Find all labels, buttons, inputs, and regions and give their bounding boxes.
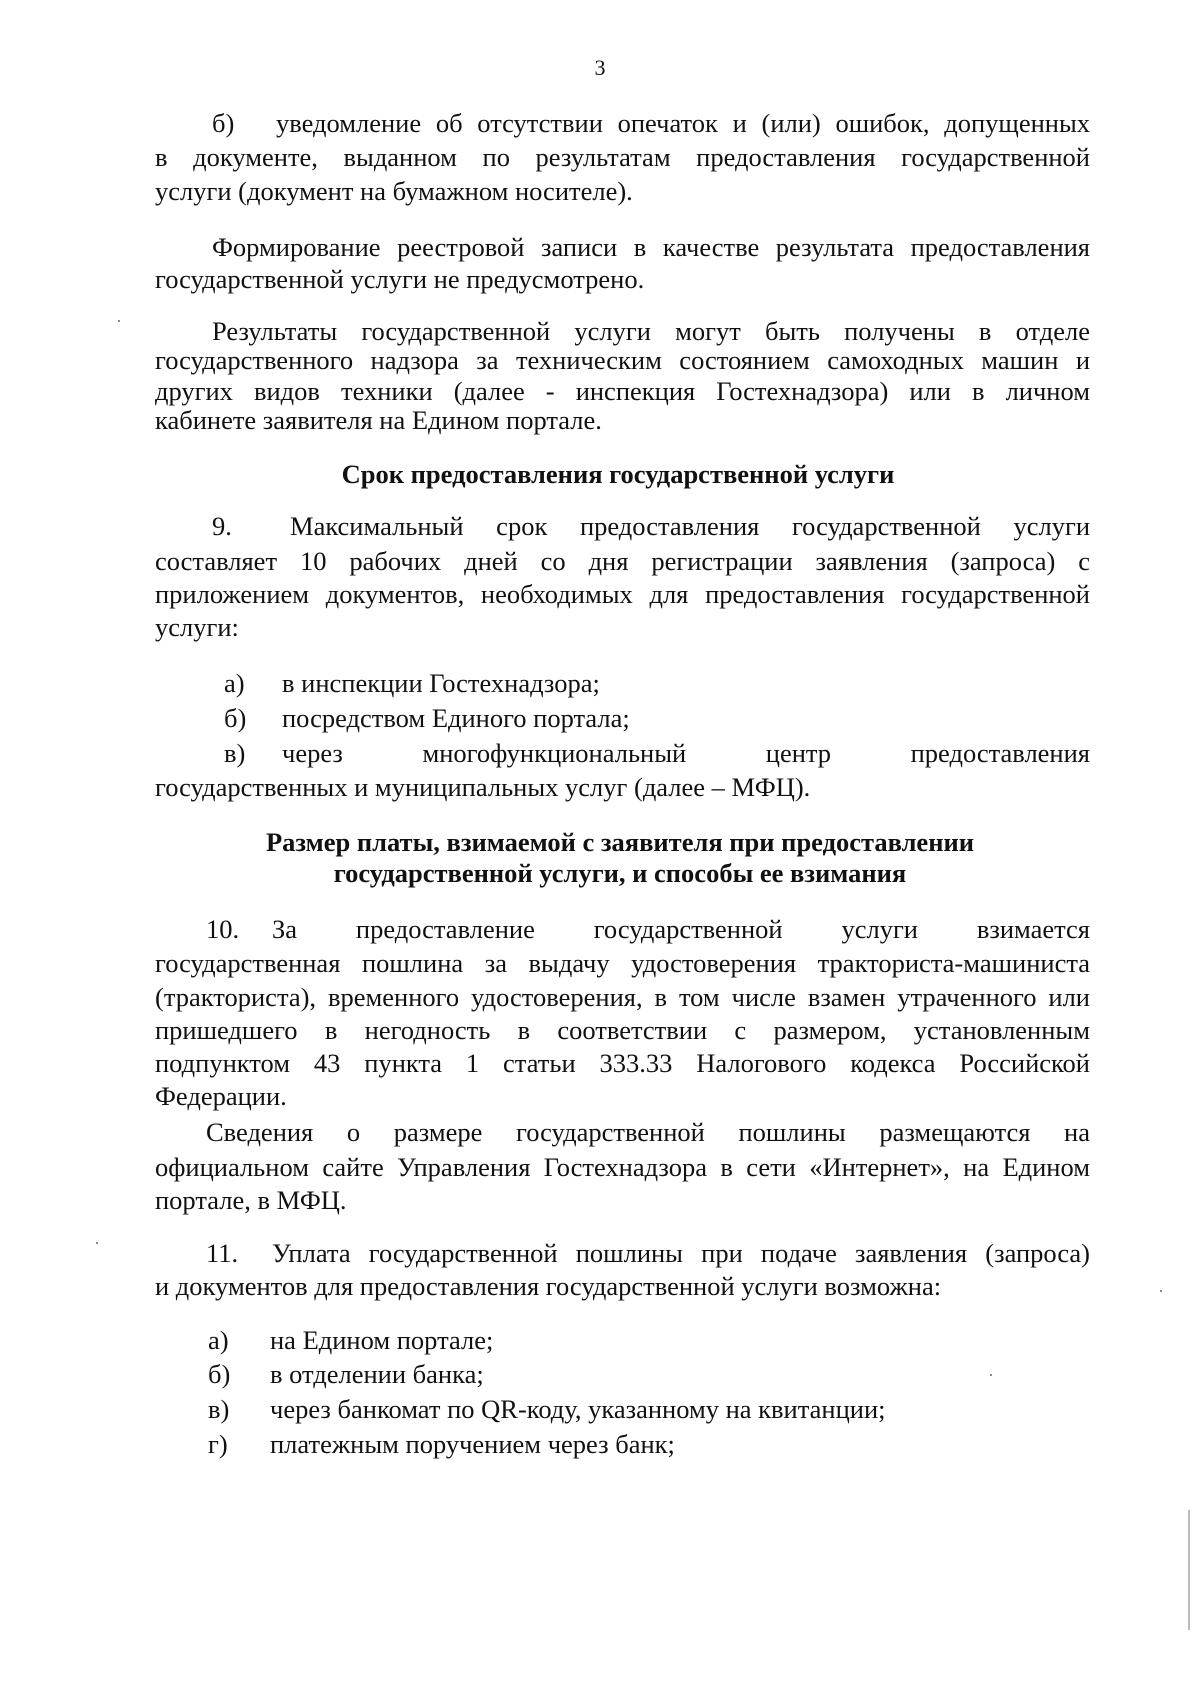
paragraph-line: Формирование реестровой записи в качестве результата предоставления — [212, 232, 1090, 262]
paragraph-line: официальном сайте Управления Гостехнадзора в сети «Интернет», на Едином — [155, 1152, 1090, 1182]
section-heading-term: Срок предоставления государственной услуги — [341, 459, 895, 489]
list-item-text: в отделении банка; — [270, 1359, 484, 1389]
paragraph-line: уведомление об отсутствии опечаток и (или) ошибок, допущенных — [276, 108, 1090, 138]
list-item-text: на Едином портале; — [270, 1325, 494, 1355]
paragraph-line: государственная пошлина за выдачу удостоверения тракториста-машиниста — [155, 948, 1090, 978]
list-marker: б) — [212, 108, 235, 138]
paragraph-line: государственного надзора за техническим состоянием самоходных машин и — [155, 345, 1090, 375]
paragraph-line: Федерации. — [155, 1081, 287, 1111]
paragraph-line: За предоставление государственной услуги взимается — [272, 914, 1090, 944]
item-number: 10. — [206, 914, 240, 944]
paragraph-line: подпунктом 43 пункта 1 статьи 333.33 Налогового кодекса Российской — [155, 1048, 1090, 1078]
list-marker: г) — [208, 1429, 228, 1459]
item-number: 9. — [212, 511, 232, 541]
list-item-text: в инспекции Гостехнадзора; — [282, 668, 600, 698]
list-item-text: через банкомат по QR-коду, указанному на квитанции; — [270, 1394, 886, 1424]
list-marker: а) — [224, 668, 245, 698]
paragraph-line: услуги (документ на бумажном носителе). — [155, 176, 633, 206]
list-item-text: государственных и муниципальных услуг (далее – МФЦ). — [155, 772, 811, 802]
list-item-text: через многофункциональный центр предоставления — [282, 738, 1090, 768]
paragraph-line: (тракториста), временного удостоверения, в том числе взамен утраченного или — [155, 982, 1090, 1012]
paragraph-line: Результаты государственной услуги могут быть получены в отделе — [212, 316, 1090, 346]
section-heading-fee: Размер платы, взимаемой с заявителя при предоставлении — [265, 827, 975, 857]
item-number: 11. — [206, 1238, 239, 1268]
scan-speck — [990, 1374, 992, 1376]
paragraph-line: Максимальный срок предоставления государственной услуги — [290, 511, 1090, 541]
list-marker: б) — [224, 703, 247, 733]
paragraph-line: Уплата государственной пошлины при подаче заявления (запроса) — [272, 1238, 1090, 1268]
scan-speck — [96, 1242, 98, 1244]
list-item-text: платежным поручением через банк; — [270, 1429, 675, 1459]
scan-speck — [1160, 1290, 1162, 1292]
paragraph-line: Сведения о размере государственной пошлины размещаются на — [206, 1117, 1090, 1147]
paragraph-line: услуги: — [155, 612, 239, 642]
list-marker: а) — [208, 1325, 229, 1355]
paragraph-line: портале, в МФЦ. — [155, 1185, 347, 1215]
page-number: 3 — [594, 55, 606, 80]
paragraph-line: государственной услуги не предусмотрено. — [155, 264, 645, 294]
list-marker: в) — [208, 1394, 230, 1424]
paragraph-line: составляет 10 рабочих дней со дня регистрации заявления (запроса) с — [155, 546, 1090, 576]
list-marker: в) — [224, 738, 246, 768]
section-heading-fee: государственной услуги, и способы ее взимания — [333, 858, 907, 888]
paragraph-line: приложением документов, необходимых для предоставления государственной — [155, 579, 1090, 609]
paragraph-line: других видов техники (далее - инспекция Гостехнадзора) или в личном — [155, 376, 1090, 406]
paragraph-line: в документе, выданном по результатам предоставления государственной — [155, 142, 1090, 172]
scan-speck — [118, 320, 120, 322]
paragraph-line: пришедшего в негодность в соответствии с размером, установленным — [155, 1015, 1090, 1045]
list-marker: б) — [208, 1359, 231, 1389]
scan-edge-mark — [1188, 1510, 1190, 1630]
paragraph-line: кабинете заявителя на Едином портале. — [155, 405, 602, 435]
list-item-text: посредством Единого портала; — [282, 703, 630, 733]
paragraph-line: и документов для предоставления государственной услуги возможна: — [155, 1271, 942, 1301]
